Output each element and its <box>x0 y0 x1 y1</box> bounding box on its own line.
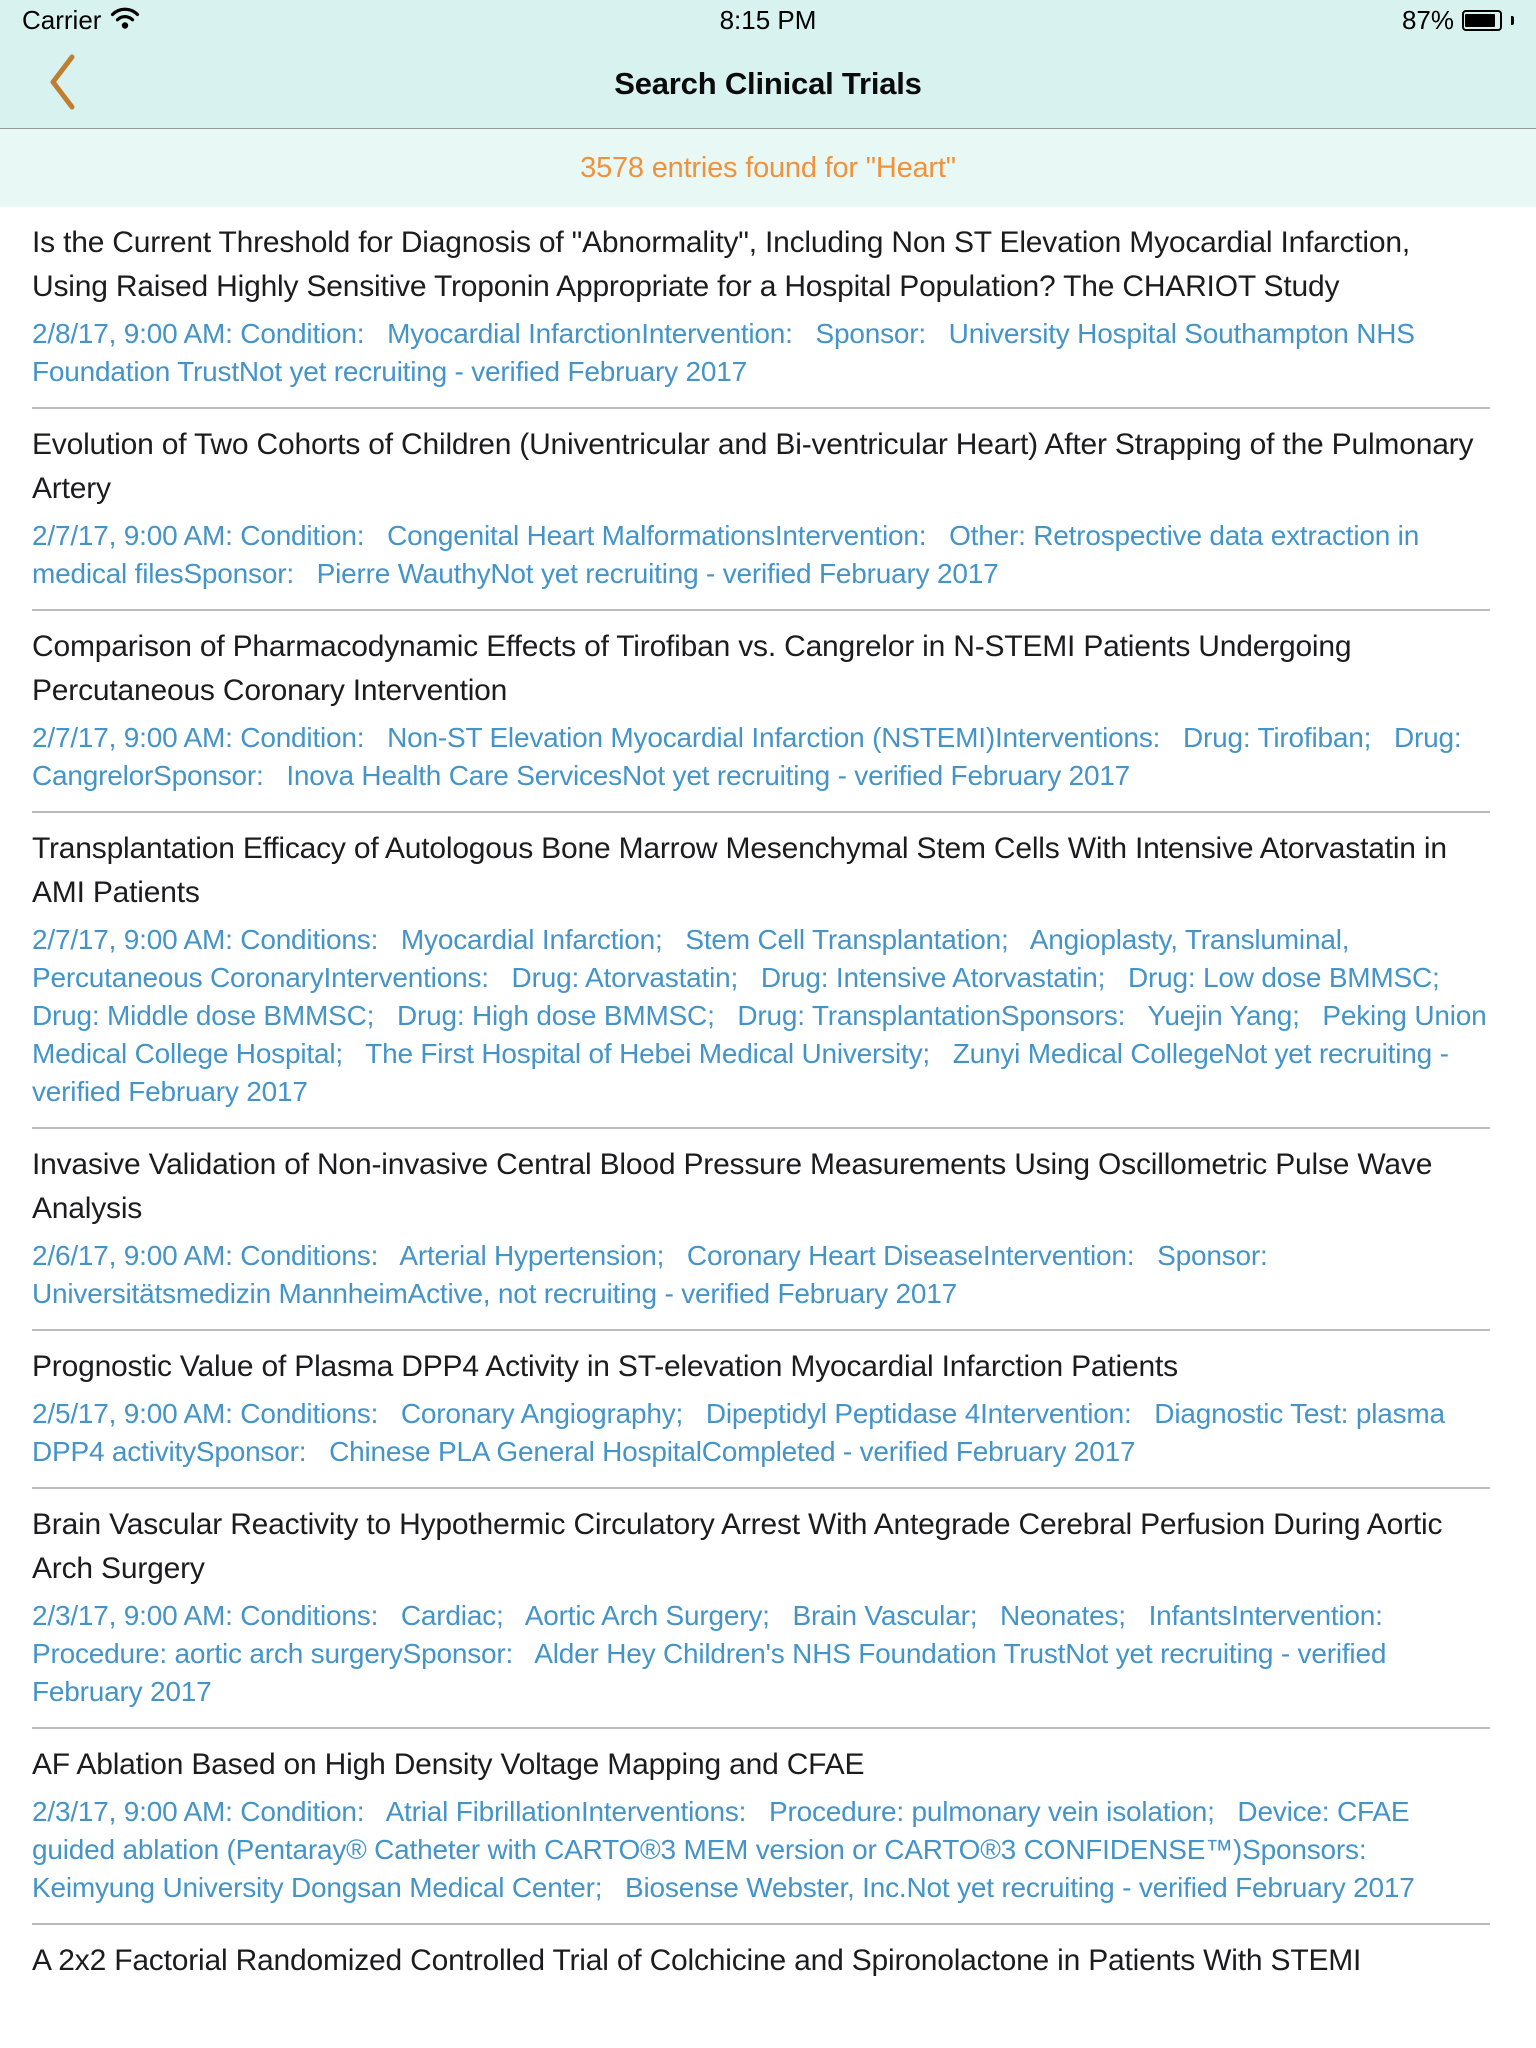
trial-detail: 2/3/17, 9:00 AM: Conditions: Cardiac; Aortic Arch Surgery; Brain Vascular; Neonates; InfantsIntervention: Procedure: aortic arch surgerySponsor: Alder Hey Children's NHS Foundation TrustNot yet recruiting - verified February 2017 <box>32 1600 1406 1707</box>
trial-row[interactable] <box>0 1925 1536 1999</box>
carrier-label: Carrier <box>22 4 102 35</box>
trial-row[interactable] <box>0 1129 1536 1329</box>
nav-bar <box>0 40 1536 128</box>
trial-title: Prognostic Value of Plasma DPP4 Activity in ST-elevation Myocardial Infarction Patients <box>32 1350 1178 1383</box>
trial-row[interactable] <box>0 207 1536 407</box>
trial-detail: 2/6/17, 9:00 AM: Conditions: Arterial Hypertension; Coronary Heart DiseaseIntervention: Sponsor: Universitätsmedizin MannheimActive, not recruiting - verified February 2017 <box>32 1240 1291 1309</box>
trial-row[interactable] <box>0 1331 1536 1487</box>
page-title: Search Clinical Trials <box>614 66 922 101</box>
clock: 8:15 PM <box>719 4 817 35</box>
trial-title: AF Ablation Based on High Density Voltage Mapping and CFAE <box>32 1748 865 1781</box>
trial-title: Comparison of Pharmacodynamic Effects of Tirofiban vs. Cangrelor in N-STEMI Patients Undergoing Percutaneous Coronary Intervention <box>32 630 1352 707</box>
results-count-label: 3578 entries found for "Heart" <box>580 151 956 184</box>
trial-title: Transplantation Efficacy of Autologous Bone Marrow Mesenchymal Stem Cells With Intensive Atorvastatin in AMI Patients <box>32 832 1447 909</box>
trial-title: Brain Vascular Reactivity to Hypothermic Circulatory Arrest With Antegrade Cerebral Perfusion During Aortic Arch Surgery <box>32 1508 1443 1585</box>
status-bar <box>0 0 1536 40</box>
battery-percent: 87% <box>1401 4 1454 35</box>
trial-row[interactable] <box>0 611 1536 811</box>
trial-title: Is the Current Threshold for Diagnosis of "Abnormality", Including Non ST Elevation Myocardial Infarction, Using Raised Highly Sensitive Troponin Appropriate for a Hospital Population? The CHARIOT Study <box>32 226 1410 303</box>
trial-detail: 2/7/17, 9:00 AM: Conditions: Myocardial Infarction; Stem Cell Transplantation; Angioplasty, Transluminal, Percutaneous CoronaryInterventions: Drug: Atorvastatin; Drug: Intensive Atorvastatin; Drug: Low dose BMMSC; Drug: Middle dose BMMSC; Drug: High dose BMMSC; Drug: TransplantationSponsors: Yuejin Yang; Peking Union Medical College Hospital; The First Hospital of Hebei Medical University; Zunyi Medical CollegeNot yet recruiting - verified February 2017 <box>32 924 1495 1107</box>
trial-detail: 2/7/17, 9:00 AM: Condition: Congenital Heart MalformationsIntervention: Other: Retrospective data extraction in medical filesSponsor: Pierre WauthyNot yet recruiting - verified February 2017 <box>32 520 1427 589</box>
trial-title: Evolution of Two Cohorts of Children (Univentricular and Bi-ventricular Heart) After Strapping of the Pulmonary Artery <box>32 428 1474 505</box>
trial-detail: 2/3/17, 9:00 AM: Condition: Atrial FibrillationInterventions: Procedure: pulmonary vein isolation; Device: CFAE guided ablation (Pentaray® Catheter with CARTO®3 MEM version or CARTO®3 CONFIDENSE™)Sponsors: Keimyung University Dongsan Medical Center; Biosense Webster, Inc.Not yet recruiting - verified February 2017 <box>32 1796 1417 1903</box>
trial-detail: 2/7/17, 9:00 AM: Condition: Non-ST Elevation Myocardial Infarction (NSTEMI)Interventions: Drug: Tirofiban; Drug: CangrelorSponsor: Inova Health Care ServicesNot yet recruiting - verified February 2017 <box>32 722 1470 791</box>
battery-icon <box>1462 10 1502 31</box>
trial-detail: 2/5/17, 9:00 AM: Conditions: Coronary Angiography; Dipeptidyl Peptidase 4Intervention: Diagnostic Test: plasma DPP4 activitySponsor: Chinese PLA General HospitalCompleted - verified February 2017 <box>32 1398 1453 1467</box>
trial-title: A 2x2 Factorial Randomized Controlled Trial of Colchicine and Spironolactone in Patients With STEMI <box>32 1944 1362 1977</box>
results-banner <box>0 128 1536 207</box>
trial-list <box>0 207 1536 1999</box>
top-chrome <box>0 0 1536 128</box>
trial-row[interactable] <box>0 1729 1536 1923</box>
trial-row[interactable] <box>0 813 1536 1127</box>
trial-title: Invasive Validation of Non-invasive Central Blood Pressure Measurements Using Oscillometric Pulse Wave Analysis <box>32 1148 1433 1225</box>
trial-detail: 2/8/17, 9:00 AM: Condition: Myocardial InfarctionIntervention: Sponsor: University Hospital Southampton NHS Foundation TrustNot yet recruiting - verified February 2017 <box>32 318 1423 387</box>
back-button[interactable] <box>38 40 86 128</box>
trial-row[interactable] <box>0 1489 1536 1727</box>
trial-row[interactable] <box>0 409 1536 609</box>
chevron-left-icon <box>48 53 76 116</box>
